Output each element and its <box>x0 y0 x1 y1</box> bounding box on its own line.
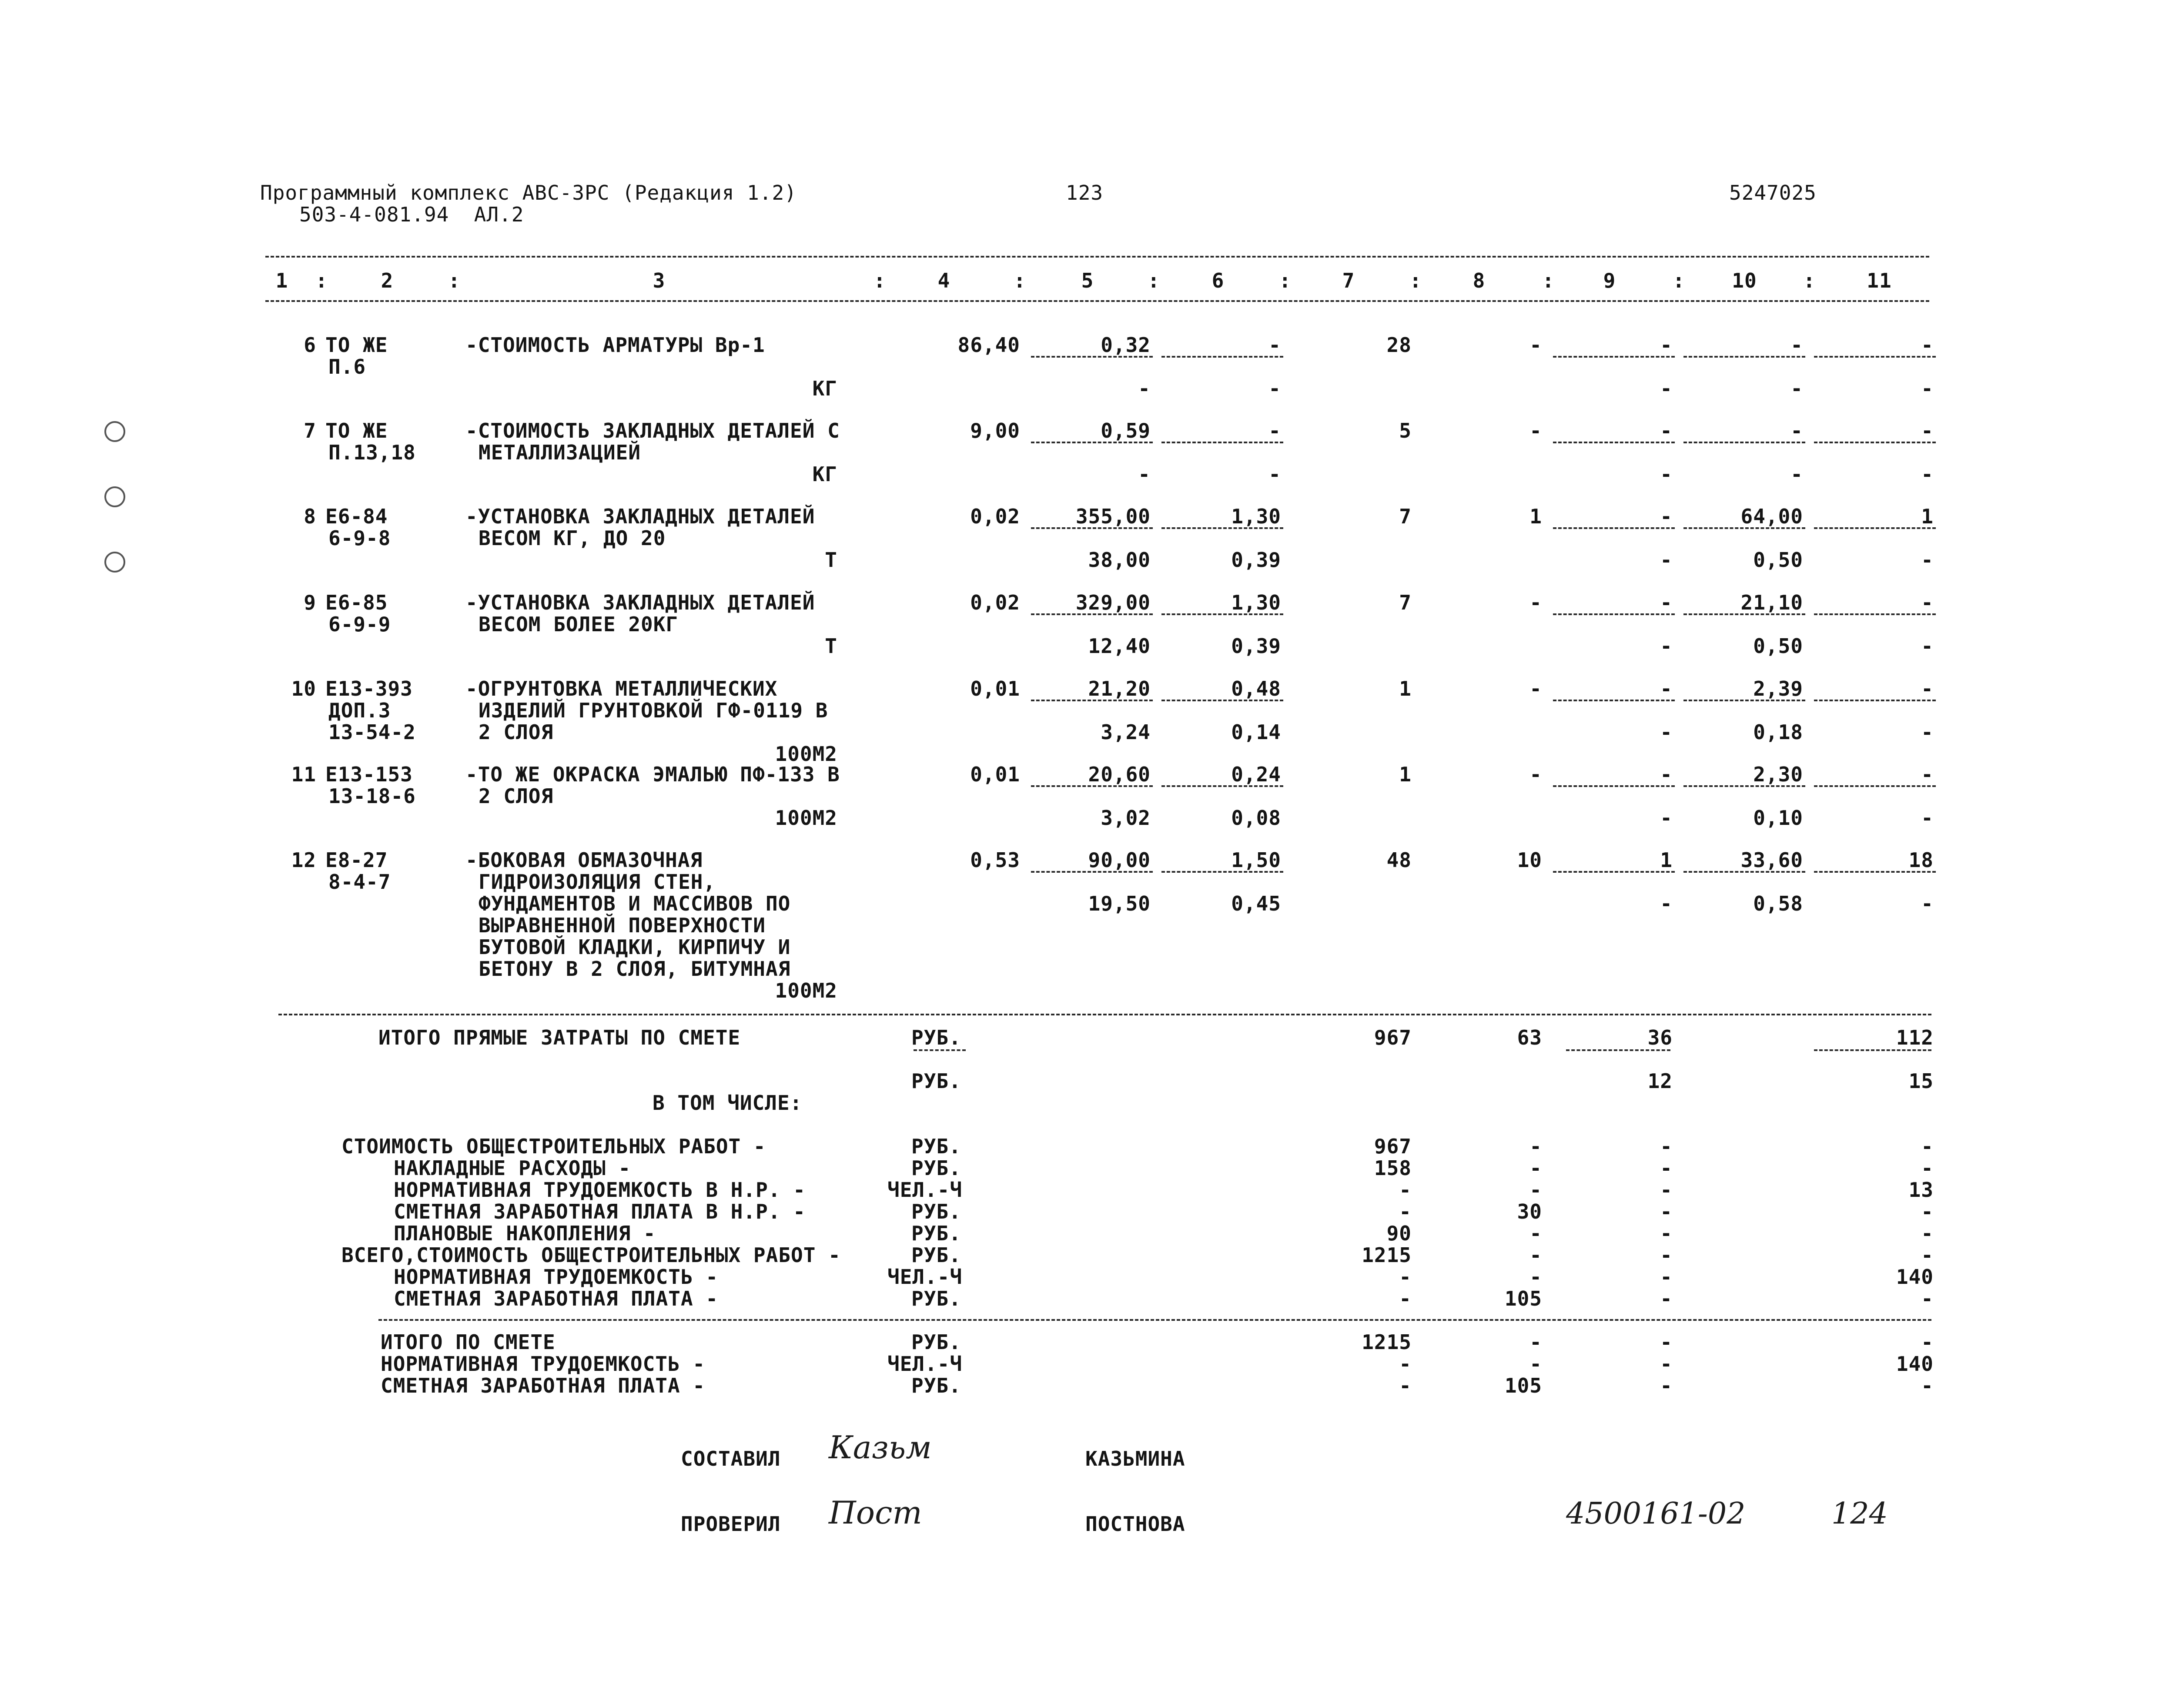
row-subvalue-c9: - <box>1660 548 1673 572</box>
breakdown-value-c8: - <box>1529 1222 1542 1245</box>
row-subrule <box>1814 613 1936 615</box>
row-subrule <box>1031 442 1153 443</box>
breakdown-value-c11: 140 <box>1896 1265 1934 1289</box>
row-subrule <box>1031 613 1153 615</box>
row-value-c11: 18 <box>1908 848 1934 872</box>
row-subrule <box>1814 527 1936 529</box>
row-subrule <box>1031 785 1153 787</box>
row-code: П.13,18 <box>328 441 416 464</box>
including-heading: В ТОМ ЧИСЛЕ: <box>653 1091 803 1115</box>
breakdown-value-c9: - <box>1660 1135 1673 1158</box>
row-subrule <box>1683 785 1805 787</box>
page-number: 123 <box>1066 181 1104 204</box>
row-value-c10: - <box>1790 419 1803 442</box>
final-value-c7: - <box>1399 1352 1412 1376</box>
row-subrule <box>1161 785 1283 787</box>
row-description: -СТОИМОСТЬ АРМАТУРЫ Вр-1 <box>465 333 765 357</box>
final-value-c7: 1215 <box>1362 1330 1412 1354</box>
breakdown-value-c11: 13 <box>1908 1178 1934 1202</box>
column-separator: : <box>315 269 328 292</box>
row-description: ВЕСОМ БОЛЕЕ 20КГ <box>479 613 679 636</box>
breakdown-unit: РУБ. <box>911 1243 961 1267</box>
row-value-c10: 2,30 <box>1753 763 1803 786</box>
handwritten-page: 124 <box>1831 1497 1888 1531</box>
row-value-qty: 0,02 <box>970 505 1020 528</box>
row-value-c5: 20,60 <box>1088 763 1151 786</box>
row-value-c10: 64,00 <box>1740 505 1803 528</box>
row-subvalue-c6: 0,39 <box>1231 634 1281 658</box>
breakdown-value-c7: - <box>1399 1178 1412 1202</box>
direct-costs-sub-c11: 15 <box>1908 1069 1934 1093</box>
row-value-c8: 10 <box>1517 848 1542 872</box>
row-unit: 100М2 <box>775 742 837 766</box>
row-value-c6: - <box>1268 333 1281 357</box>
row-subvalue-c10: 0,10 <box>1753 806 1803 830</box>
final-value-c11: 140 <box>1896 1352 1934 1376</box>
column-separator: : <box>1279 269 1292 292</box>
breakdown-value-c11: - <box>1921 1222 1934 1245</box>
breakdown-value-c7: 967 <box>1374 1135 1412 1158</box>
breakdown-value-c7: - <box>1399 1200 1412 1223</box>
row-description: -УСТАНОВКА ЗАКЛАДНЫХ ДЕТАЛЕЙ <box>465 591 815 614</box>
row-subvalue-c5: 3,24 <box>1101 720 1151 744</box>
row-description: -УСТАНОВКА ЗАКЛАДНЫХ ДЕТАЛЕЙ <box>465 505 815 528</box>
row-subvalue-c6: - <box>1268 377 1281 400</box>
row-description: 2 СЛОЯ <box>479 720 554 744</box>
row-value-c7: 7 <box>1399 505 1412 528</box>
row-subrule <box>1161 356 1283 358</box>
row-code: П.6 <box>328 355 366 378</box>
row-subvalue-c10: 0,58 <box>1753 892 1803 915</box>
direct-costs-sub-c9: 12 <box>1647 1069 1673 1093</box>
row-number: 10 <box>291 677 316 700</box>
checked-name: ПОСТНОВА <box>1085 1512 1185 1536</box>
final-value-c9: - <box>1660 1352 1673 1376</box>
document-code: 5247025 <box>1729 181 1817 204</box>
column-header-9: 9 <box>1603 269 1616 292</box>
row-unit: КГ <box>812 377 837 400</box>
row-code: 13-18-6 <box>328 784 416 808</box>
row-value-c11: - <box>1921 419 1934 442</box>
row-subrule <box>1683 700 1805 701</box>
breakdown-value-c9: - <box>1660 1287 1673 1310</box>
row-value-qty: 9,00 <box>970 419 1020 442</box>
row-value-c5: 0,59 <box>1101 419 1151 442</box>
row-description: ВЫРАВНЕННОЙ ПОВЕРХНОСТИ <box>479 914 766 937</box>
row-unit: 100М2 <box>775 979 837 1002</box>
column-header-7: 7 <box>1342 269 1355 292</box>
row-description: БЕТОНУ В 2 СЛОЯ, БИТУМНАЯ <box>479 957 791 981</box>
compiled-signature: Казьм <box>829 1429 932 1466</box>
row-value-c7: 7 <box>1399 591 1412 614</box>
final-value-c11: - <box>1921 1374 1934 1397</box>
row-code: Е6-85 <box>325 591 388 614</box>
row-number: 11 <box>291 763 316 786</box>
row-subvalue-c9: - <box>1660 806 1673 830</box>
row-value-c9: - <box>1660 333 1673 357</box>
breakdown-value-c11: - <box>1921 1200 1934 1223</box>
row-value-c9: - <box>1660 419 1673 442</box>
breakdown-value-c8: - <box>1529 1265 1542 1289</box>
column-header-1: 1 <box>275 269 288 292</box>
row-code: Е8-27 <box>325 848 388 872</box>
row-unit: Т <box>825 548 837 572</box>
breakdown-value-c7: - <box>1399 1287 1412 1310</box>
breakdown-value-c11: - <box>1921 1243 1934 1267</box>
checked-label: ПРОВЕРИЛ <box>681 1512 781 1536</box>
row-subvalue-c11: - <box>1921 634 1934 658</box>
row-value-c9: - <box>1660 591 1673 614</box>
row-subvalue-c11: - <box>1921 892 1934 915</box>
breakdown-label: ВСЕГО,СТОИМОСТЬ ОБЩЕСТРОИТЕЛЬНЫХ РАБОТ - <box>341 1243 841 1267</box>
row-description: 2 СЛОЯ <box>479 784 554 808</box>
row-subrule <box>1161 871 1283 873</box>
row-value-c6: 0,24 <box>1231 763 1281 786</box>
row-subvalue-c6: 0,39 <box>1231 548 1281 572</box>
row-subvalue-c11: - <box>1921 720 1934 744</box>
totals-subrule <box>914 1049 966 1051</box>
row-value-c8: - <box>1529 333 1542 357</box>
final-label: НОРМАТИВНАЯ ТРУДОЕМКОСТЬ - <box>381 1352 706 1376</box>
row-value-c11: - <box>1921 763 1934 786</box>
row-value-c8: - <box>1529 591 1542 614</box>
totals-subrule <box>1566 1049 1670 1051</box>
row-value-c10: - <box>1790 333 1803 357</box>
breakdown-value-c8: - <box>1529 1178 1542 1202</box>
row-value-qty: 0,01 <box>970 677 1020 700</box>
breakdown-label: СТОИМОСТЬ ОБЩЕСТРОИТЕЛЬНЫХ РАБОТ - <box>341 1135 766 1158</box>
row-value-c11: - <box>1921 591 1934 614</box>
breakdown-value-c8: - <box>1529 1156 1542 1180</box>
row-value-c6: 1,50 <box>1231 848 1281 872</box>
direct-costs-c11: 112 <box>1896 1026 1934 1049</box>
row-subrule <box>1161 613 1283 615</box>
row-value-c6: 1,30 <box>1231 591 1281 614</box>
row-unit: КГ <box>812 462 837 486</box>
project-code: 503-4-081.94 АЛ.2 <box>299 203 524 226</box>
column-separator: : <box>1148 269 1160 292</box>
row-subvalue-c5: 19,50 <box>1088 892 1151 915</box>
row-value-c7: 5 <box>1399 419 1412 442</box>
row-value-c10: 33,60 <box>1740 848 1803 872</box>
row-subrule <box>1683 356 1805 358</box>
breakdown-value-c7: - <box>1399 1265 1412 1289</box>
row-value-c5: 329,00 <box>1075 591 1151 614</box>
column-separator: : <box>448 269 461 292</box>
direct-costs-c9: 36 <box>1647 1026 1673 1049</box>
row-number: 8 <box>304 505 316 528</box>
row-value-c11: - <box>1921 677 1934 700</box>
row-value-c10: 21,10 <box>1740 591 1803 614</box>
column-header-3: 3 <box>653 269 666 292</box>
breakdown-unit: ЧЕЛ.-Ч <box>887 1265 963 1289</box>
row-value-c9: - <box>1660 763 1673 786</box>
row-value-c7: 28 <box>1386 333 1412 357</box>
row-subvalue-c9: - <box>1660 634 1673 658</box>
row-code: 13-54-2 <box>328 720 416 744</box>
row-value-c8: 1 <box>1529 505 1542 528</box>
breakdown-value-c11: - <box>1921 1156 1934 1180</box>
row-subvalue-c9: - <box>1660 892 1673 915</box>
row-value-c9: 1 <box>1660 848 1673 872</box>
row-description: -ТО ЖЕ ОКРАСКА ЭМАЛЬЮ ПФ-133 В <box>465 763 840 786</box>
breakdown-label: СМЕТНАЯ ЗАРАБОТНАЯ ПЛАТА В Н.Р. - <box>394 1200 806 1223</box>
row-value-c8: - <box>1529 763 1542 786</box>
row-value-c9: - <box>1660 505 1673 528</box>
row-subrule <box>1683 527 1805 529</box>
row-subrule <box>1814 785 1936 787</box>
row-subvalue-c9: - <box>1660 377 1673 400</box>
row-description: -СТОИМОСТЬ ЗАКЛАДНЫХ ДЕТАЛЕЙ С <box>465 419 840 442</box>
row-subrule <box>1031 700 1153 701</box>
direct-costs-c8: 63 <box>1517 1026 1542 1049</box>
row-subvalue-c5: 12,40 <box>1088 634 1151 658</box>
final-unit: ЧЕЛ.-Ч <box>887 1352 963 1376</box>
direct-costs-total: 967 <box>1374 1026 1412 1049</box>
row-subvalue-c11: - <box>1921 548 1934 572</box>
final-value-c8: 105 <box>1504 1374 1542 1397</box>
breakdown-unit: РУБ. <box>911 1200 961 1223</box>
final-unit: РУБ. <box>911 1330 961 1354</box>
row-subvalue-c11: - <box>1921 377 1934 400</box>
direct-costs-label: ИТОГО ПРЯМЫЕ ЗАТРАТЫ ПО СМЕТЕ <box>378 1026 741 1049</box>
row-value-c10: 2,39 <box>1753 677 1803 700</box>
breakdown-value-c9: - <box>1660 1200 1673 1223</box>
column-header-10: 10 <box>1732 269 1757 292</box>
row-subrule <box>1161 700 1283 701</box>
row-value-c6: - <box>1268 419 1281 442</box>
row-subvalue-c10: - <box>1790 377 1803 400</box>
row-subvalue-c10: 0,18 <box>1753 720 1803 744</box>
row-subrule <box>1814 442 1936 443</box>
row-subrule <box>1031 356 1153 358</box>
breakdown-value-c9: - <box>1660 1178 1673 1202</box>
row-number: 6 <box>304 333 316 357</box>
breakdown-label: ПЛАНОВЫЕ НАКОПЛЕНИЯ - <box>394 1222 656 1245</box>
row-code: 8-4-7 <box>328 870 391 894</box>
final-rule <box>378 1319 1931 1321</box>
row-description: -БОКОВАЯ ОБМАЗОЧНАЯ <box>465 848 703 872</box>
row-number: 9 <box>304 591 316 614</box>
row-value-c6: 1,30 <box>1231 505 1281 528</box>
breakdown-label: НАКЛАДНЫЕ РАСХОДЫ - <box>394 1156 631 1180</box>
breakdown-value-c11: - <box>1921 1135 1934 1158</box>
row-subvalue-c6: 0,45 <box>1231 892 1281 915</box>
row-subrule <box>1683 613 1805 615</box>
row-description: ВЕСОМ КГ, ДО 20 <box>479 526 666 550</box>
header-rule-top <box>265 256 1929 258</box>
breakdown-unit: РУБ. <box>911 1135 961 1158</box>
column-header-4: 4 <box>937 269 950 292</box>
row-subvalue-c5: 38,00 <box>1088 548 1151 572</box>
row-subrule <box>1031 871 1153 873</box>
column-header-2: 2 <box>381 269 394 292</box>
row-subrule <box>1683 442 1805 443</box>
row-subrule <box>1814 700 1936 701</box>
row-subrule <box>1553 700 1675 701</box>
row-number: 7 <box>304 419 316 442</box>
row-value-qty: 0,01 <box>970 763 1020 786</box>
final-value-c8: - <box>1529 1330 1542 1354</box>
row-subvalue-c6: 0,14 <box>1231 720 1281 744</box>
breakdown-value-c8: - <box>1529 1135 1542 1158</box>
breakdown-value-c8: 105 <box>1504 1287 1542 1310</box>
row-subrule <box>1553 356 1675 358</box>
row-subvalue-c5: 3,02 <box>1101 806 1151 830</box>
row-value-c8: - <box>1529 677 1542 700</box>
binder-hole <box>104 552 125 573</box>
breakdown-unit: РУБ. <box>911 1222 961 1245</box>
compiled-name: КАЗЬМИНА <box>1085 1447 1185 1470</box>
row-code: ТО ЖЕ <box>325 419 388 442</box>
final-value-c9: - <box>1660 1330 1673 1354</box>
row-value-c11: 1 <box>1921 505 1934 528</box>
row-code: Е6-84 <box>325 505 388 528</box>
column-separator: : <box>1014 269 1026 292</box>
breakdown-label: НОРМАТИВНАЯ ТРУДОЕМКОСТЬ - <box>394 1265 719 1289</box>
checked-signature: Пост <box>829 1494 922 1531</box>
row-unit: Т <box>825 634 837 658</box>
breakdown-value-c8: 30 <box>1517 1200 1542 1223</box>
row-code: 6-9-9 <box>328 613 391 636</box>
row-code: Е13-393 <box>325 677 413 700</box>
row-value-c5: 21,20 <box>1088 677 1151 700</box>
compiled-label: СОСТАВИЛ <box>681 1447 781 1470</box>
row-subrule <box>1031 527 1153 529</box>
row-description: ГИДРОИЗОЛЯЦИЯ СТЕН, <box>479 870 716 894</box>
binder-hole <box>104 421 125 442</box>
row-value-c5: 90,00 <box>1088 848 1151 872</box>
program-title: Программный комплекс АВС-3РС (Редакция 1.2) <box>260 181 797 204</box>
breakdown-value-c8: - <box>1529 1243 1542 1267</box>
row-subvalue-c10: - <box>1790 462 1803 486</box>
row-subvalue-c11: - <box>1921 806 1934 830</box>
final-unit: РУБ. <box>911 1374 961 1397</box>
breakdown-value-c9: - <box>1660 1156 1673 1180</box>
column-header-8: 8 <box>1473 269 1486 292</box>
row-subrule <box>1553 527 1675 529</box>
breakdown-unit: РУБ. <box>911 1287 961 1310</box>
row-code: Е13-153 <box>325 763 413 786</box>
row-description: ИЗДЕЛИЙ ГРУНТОВКОЙ ГФ-0119 В <box>479 699 828 722</box>
totals-subrule <box>1814 1049 1931 1051</box>
row-subrule <box>1814 356 1936 358</box>
header-rule-bottom <box>265 300 1929 302</box>
direct-costs-unit: РУБ. <box>911 1026 961 1049</box>
row-value-c11: - <box>1921 333 1934 357</box>
row-value-c5: 355,00 <box>1075 505 1151 528</box>
row-value-c9: - <box>1660 677 1673 700</box>
row-subvalue-c6: 0,08 <box>1231 806 1281 830</box>
direct-costs-unit2: РУБ. <box>911 1069 961 1093</box>
final-value-c8: - <box>1529 1352 1542 1376</box>
row-value-c7: 48 <box>1386 848 1412 872</box>
breakdown-value-c7: 90 <box>1386 1222 1412 1245</box>
breakdown-value-c11: - <box>1921 1287 1934 1310</box>
breakdown-label: СМЕТНАЯ ЗАРАБОТНАЯ ПЛАТА - <box>394 1287 719 1310</box>
row-value-c6: 0,48 <box>1231 677 1281 700</box>
breakdown-value-c9: - <box>1660 1243 1673 1267</box>
row-value-qty: 0,02 <box>970 591 1020 614</box>
row-subvalue-c9: - <box>1660 462 1673 486</box>
row-subvalue-c10: 0,50 <box>1753 548 1803 572</box>
row-unit: 100М2 <box>775 806 837 830</box>
row-subrule <box>1161 442 1283 443</box>
row-code: ДОП.3 <box>328 699 391 722</box>
row-subvalue-c9: - <box>1660 720 1673 744</box>
binder-hole <box>104 486 125 507</box>
column-separator: : <box>1409 269 1422 292</box>
handwritten-code: 4500161-02 <box>1566 1497 1746 1531</box>
breakdown-unit: РУБ. <box>911 1156 961 1180</box>
row-value-c8: - <box>1529 419 1542 442</box>
breakdown-label: НОРМАТИВНАЯ ТРУДОЕМКОСТЬ В Н.Р. - <box>394 1178 806 1202</box>
row-subrule <box>1814 871 1936 873</box>
breakdown-value-c9: - <box>1660 1265 1673 1289</box>
column-separator: : <box>1673 269 1685 292</box>
column-separator: : <box>1803 269 1816 292</box>
row-subvalue-c6: - <box>1268 462 1281 486</box>
row-description: ФУНДАМЕНТОВ И МАССИВОВ ПО <box>479 892 791 915</box>
row-value-c7: 1 <box>1399 763 1412 786</box>
breakdown-value-c9: - <box>1660 1222 1673 1245</box>
row-code: ТО ЖЕ <box>325 333 388 357</box>
final-label: СМЕТНАЯ ЗАРАБОТНАЯ ПЛАТА - <box>381 1374 706 1397</box>
row-code: 6-9-8 <box>328 526 391 550</box>
row-subvalue-c11: - <box>1921 462 1934 486</box>
final-label: ИТОГО ПО СМЕТЕ <box>381 1330 556 1354</box>
row-subrule <box>1683 871 1805 873</box>
column-separator: : <box>873 269 886 292</box>
row-value-qty: 86,40 <box>957 333 1020 357</box>
final-value-c11: - <box>1921 1330 1934 1354</box>
row-subvalue-c5: - <box>1138 462 1151 486</box>
column-separator: : <box>1542 269 1555 292</box>
row-subrule <box>1553 871 1675 873</box>
row-subvalue-c10: 0,50 <box>1753 634 1803 658</box>
column-header-5: 5 <box>1081 269 1094 292</box>
row-subvalue-c5: - <box>1138 377 1151 400</box>
row-description: -ОГРУНТОВКА МЕТАЛЛИЧЕСКИХ <box>465 677 778 700</box>
breakdown-unit: ЧЕЛ.-Ч <box>887 1178 963 1202</box>
totals-rule <box>278 1014 1931 1015</box>
row-value-c5: 0,32 <box>1101 333 1151 357</box>
row-subrule <box>1553 613 1675 615</box>
breakdown-value-c7: 158 <box>1374 1156 1412 1180</box>
final-value-c7: - <box>1399 1374 1412 1397</box>
row-subrule <box>1161 527 1283 529</box>
column-header-6: 6 <box>1212 269 1225 292</box>
row-value-c7: 1 <box>1399 677 1412 700</box>
row-subrule <box>1553 442 1675 443</box>
row-value-qty: 0,53 <box>970 848 1020 872</box>
row-subrule <box>1553 785 1675 787</box>
column-header-11: 11 <box>1867 269 1892 292</box>
row-description: МЕТАЛЛИЗАЦИЕЙ <box>479 441 641 464</box>
final-value-c9: - <box>1660 1374 1673 1397</box>
breakdown-value-c7: 1215 <box>1362 1243 1412 1267</box>
row-number: 12 <box>291 848 316 872</box>
row-description: БУТОВОЙ КЛАДКИ, КИРПИЧУ И <box>479 935 791 959</box>
